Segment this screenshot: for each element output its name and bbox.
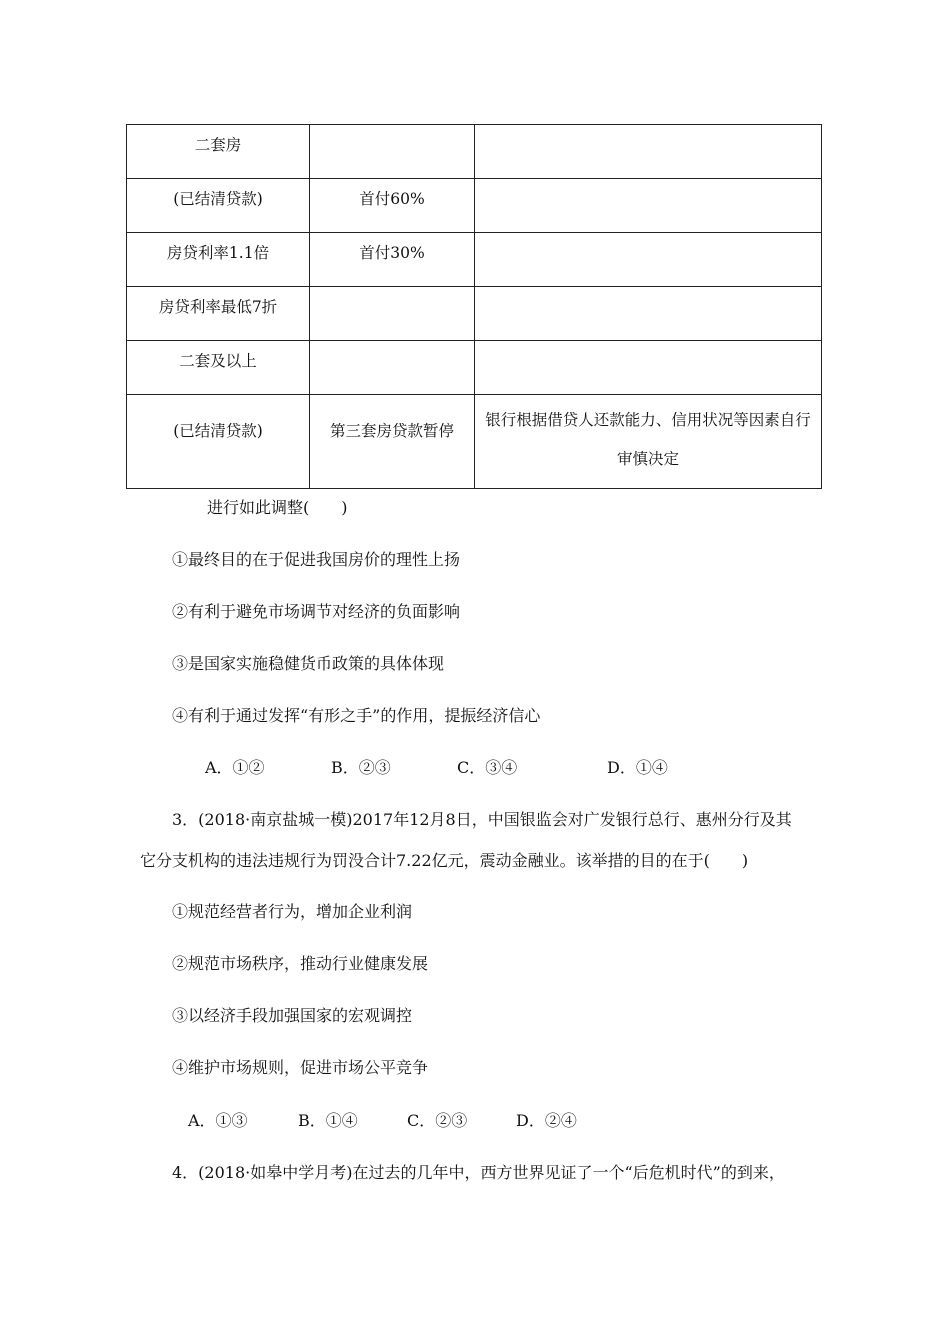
table-cell: 第三套房贷款暂停 <box>310 395 475 489</box>
housing-policy-table <box>126 124 822 489</box>
q2-item-4: ④有利于通过发挥“有形之手”的作用，提振经济信心 <box>172 706 541 725</box>
q3-item-1: ①规范经营者行为，增加企业利润 <box>172 902 413 921</box>
q2-option-c[interactable]: C．③④ <box>457 758 518 777</box>
table-cell: 房贷利率最低7折 <box>127 287 310 341</box>
table-row <box>127 341 822 395</box>
table-cell: (已结清贷款) <box>127 395 310 489</box>
q4-stem-line-1: 4．(2018·如皋中学月考)在过去的几年中，西方世界见证了一个“后危机时代”的到来， <box>172 1163 785 1182</box>
table-cell <box>475 341 822 395</box>
table-cell: 首付60% <box>310 179 475 233</box>
table-cell <box>475 179 822 233</box>
q3-item-4: ④维护市场规则，促进市场公平竞争 <box>172 1058 429 1077</box>
table-cell <box>310 341 475 395</box>
q3-item-2: ②规范市场秩序，推动行业健康发展 <box>172 954 429 973</box>
q3-stem-line-1: 3．(2018·南京盐城一模)2017年12月8日，中国银监会对广发银行总行、惠州分行及其 <box>172 810 792 829</box>
q2-option-b[interactable]: B．②③ <box>331 758 391 777</box>
q3-option-c[interactable]: C．②③ <box>407 1111 468 1130</box>
q2-option-a[interactable]: A．①② <box>205 758 265 777</box>
table-cell: 房贷利率1.1倍 <box>127 233 310 287</box>
table-cell <box>475 125 822 179</box>
q3-options <box>0 1108 950 1132</box>
q2-stem-tail: 进行如此调整( ) <box>207 498 348 517</box>
q2-option-d[interactable]: D．①④ <box>607 758 668 777</box>
q3-option-d[interactable]: D．②④ <box>516 1111 577 1130</box>
table-cell: (已结清贷款) <box>127 179 310 233</box>
table-row <box>127 125 822 179</box>
q2-item-2: ②有利于避免市场调节对经济的负面影响 <box>172 602 461 621</box>
q3-option-a[interactable]: A．①③ <box>188 1111 248 1130</box>
table-row <box>127 395 822 489</box>
q2-item-3: ③是国家实施稳健货币政策的具体体现 <box>172 654 445 673</box>
table-cell <box>310 125 475 179</box>
q3-option-b[interactable]: B．①④ <box>298 1111 358 1130</box>
table-cell: 首付30% <box>310 233 475 287</box>
table-row <box>127 287 822 341</box>
q3-item-3: ③以经济手段加强国家的宏观调控 <box>172 1006 413 1025</box>
q2-item-1: ①最终目的在于促进我国房价的理性上扬 <box>172 550 461 569</box>
table-cell: 二套及以上 <box>127 341 310 395</box>
table-cell <box>310 287 475 341</box>
table-row <box>127 179 822 233</box>
table-cell: 二套房 <box>127 125 310 179</box>
table-row <box>127 233 822 287</box>
table-cell: 银行根据借贷人还款能力、信用状况等因素自行审慎决定 <box>475 395 822 489</box>
table-cell <box>475 233 822 287</box>
q3-stem-line-2: 它分支机构的违法违规行为罚没合计7.22亿元，震动金融业。该举措的目的在于( ) <box>140 851 749 870</box>
q2-options <box>0 755 950 779</box>
table-cell <box>475 287 822 341</box>
